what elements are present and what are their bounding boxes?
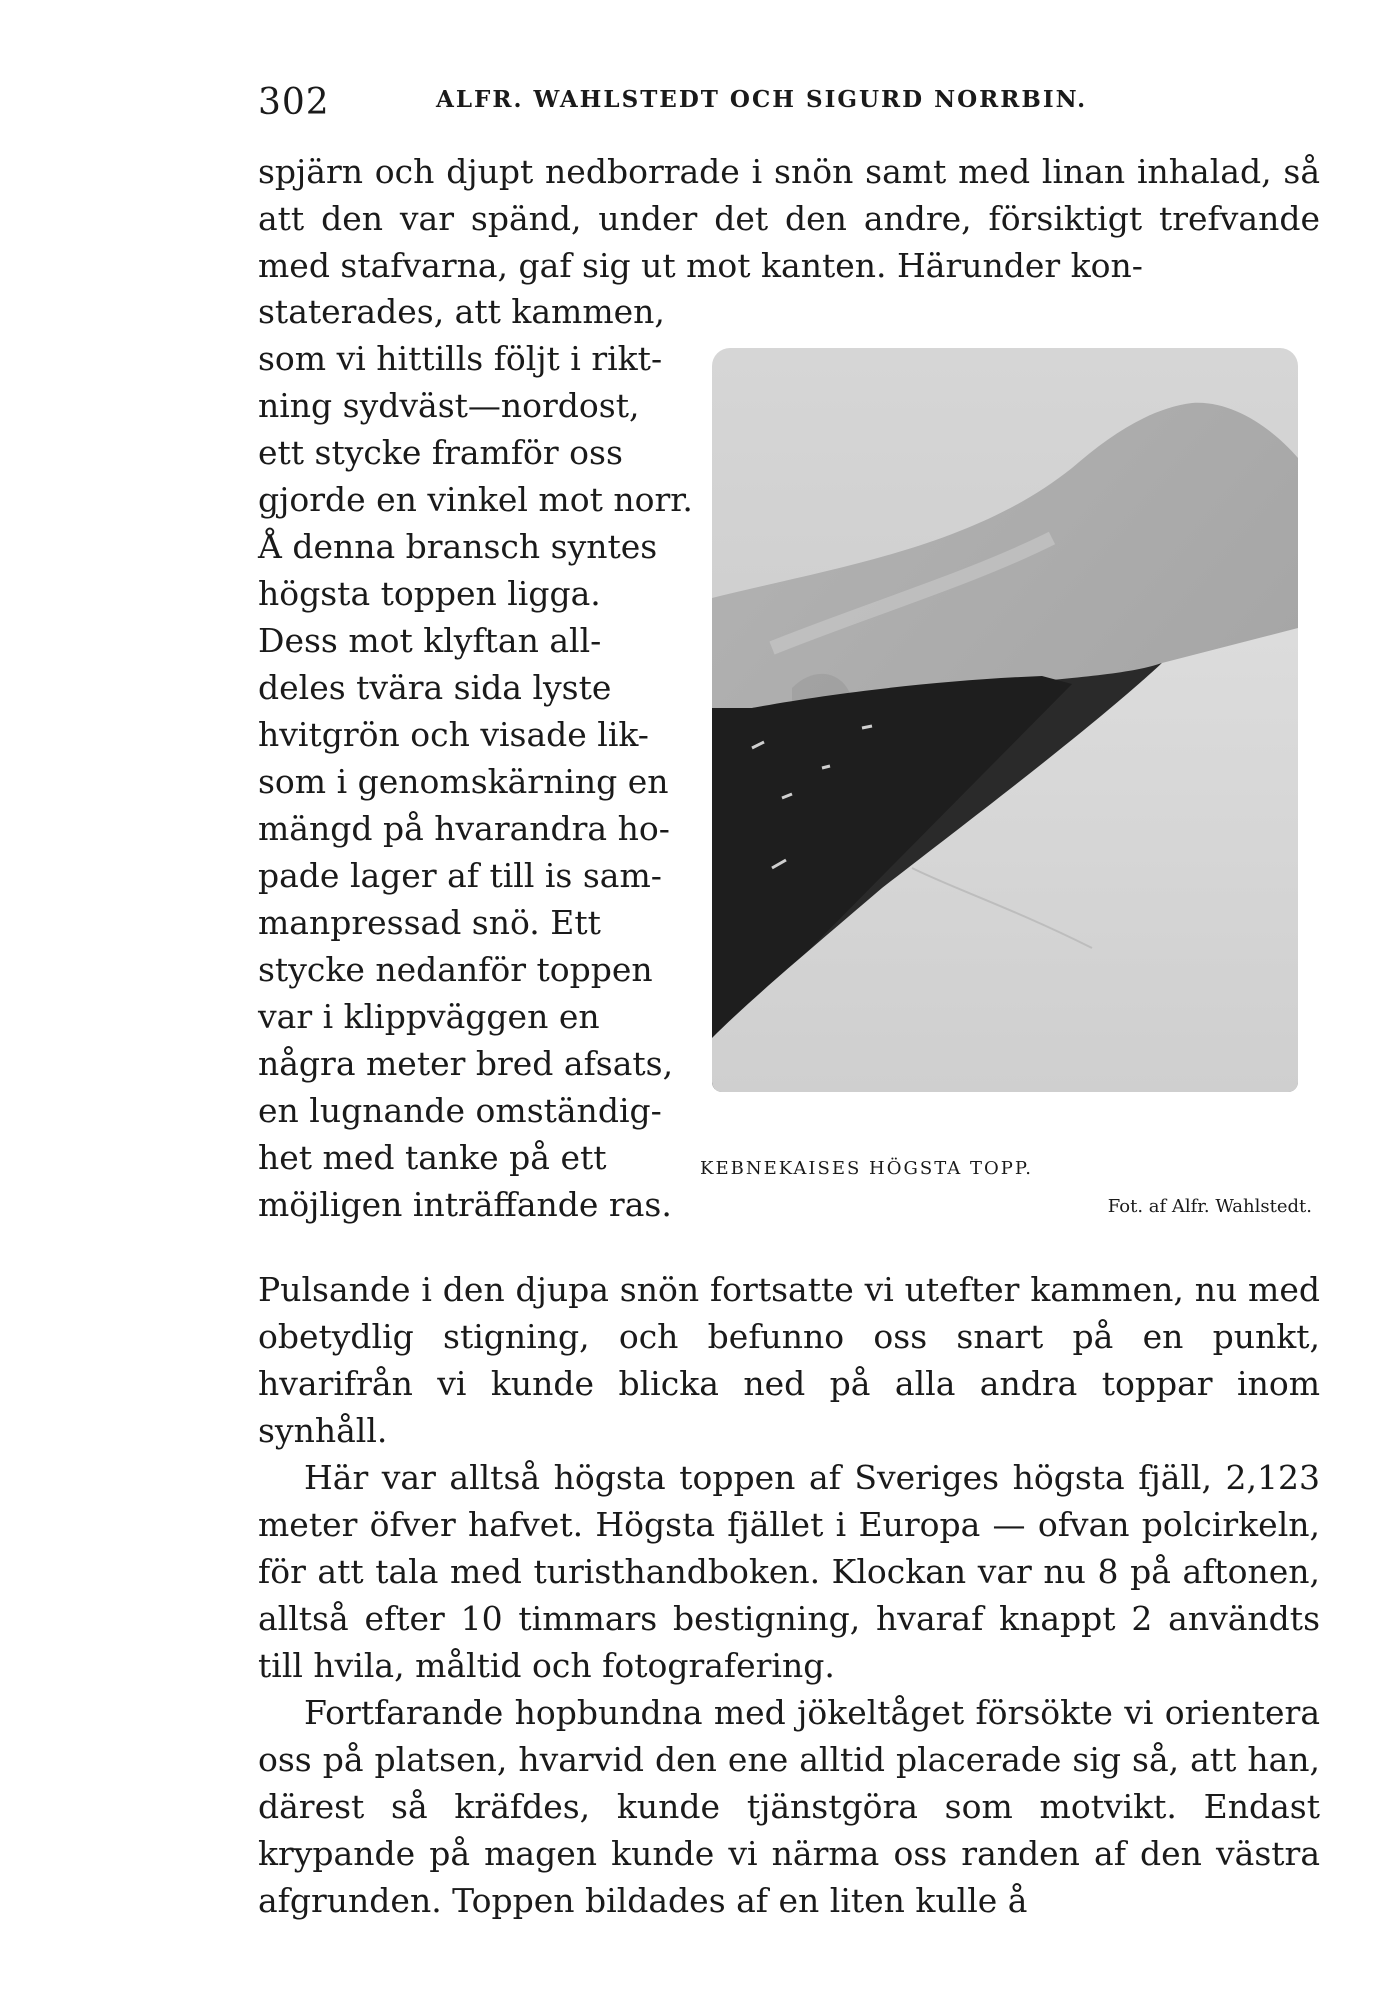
wrap-line: ett stycke framför oss (258, 433, 623, 472)
wrap-line: stycke nedanför toppen (258, 950, 653, 989)
photo-credit: Fot. af Alfr. Wahlstedt. (1107, 1196, 1312, 1217)
figure-caption: KEBNEKAISES HÖGSTA TOPP. (700, 1158, 1034, 1179)
wrap-line: het med tanke på ett (258, 1138, 607, 1177)
wrap-line: Dess mot klyftan all- (258, 621, 602, 660)
paragraph-4: Fortfarande hopbundna med jökeltåget försökte vi orientera oss på platsen, hvarvid den ene alltid placerade sig så, att han, därest så kräfdes, kunde tjänstgöra som motvikt. Endast krypande på magen kunde vi närma oss randen af den västra afgrunden. Toppen bildades af en liten kulle å (258, 1693, 1320, 1920)
wrap-line: som vi hittills följt i rikt- (258, 339, 663, 378)
page-number: 302 (258, 82, 330, 123)
paragraph-2: Pulsande i den djupa snön fortsatte vi utefter kammen, nu med obetydlig stigning, och befunno oss snart på en punkt, hvarifrån vi kunde blicka ned på alla andra toppar inom synhåll. (258, 1270, 1320, 1450)
wrap-line: manpressad snö. Ett (258, 903, 601, 942)
wrap-line: som i genomskärning en (258, 762, 669, 801)
figure (700, 328, 1312, 1217)
wrap-line: mängd på hvarandra ho- (258, 809, 670, 848)
main-text-lower (258, 1266, 1320, 1924)
paragraph-opening: spjärn och djupt nedborrade i snön samt med linan inhalad, så att den var spänd, under det den andre, försiktigt trefvande med stafvarna, gaf sig ut mot kanten. Härunder kon- (258, 152, 1320, 285)
wrap-line: högsta toppen ligga. (258, 574, 601, 613)
mountain-photo (712, 348, 1298, 1092)
paragraph-3: Här var alltså högsta toppen af Sveriges högsta fjäll, 2,123 meter öfver hafvet. Högsta fjället i Europa — ofvan polcirkeln, för att tala med turisthandboken. Klockan var nu 8 på aftonen, alltså efter 10 timmars bestigning, hvaraf knappt 2 användts till hvila, måltid och fotografering. (258, 1458, 1320, 1685)
wrap-line: hvitgrön och visade lik- (258, 715, 649, 754)
wrap-line: Å denna bransch syntes (258, 527, 658, 566)
wrap-line: pade lager af till is sam- (258, 856, 662, 895)
wrap-line: staterades, att kammen, (258, 292, 665, 331)
wrap-line: var i klippväggen en (258, 997, 600, 1036)
page-header (258, 82, 1318, 122)
wrap-line: gjorde en vinkel mot norr. (258, 480, 693, 519)
wrapped-text-column (258, 288, 693, 1228)
wrap-line: några meter bred afsats, (258, 1044, 674, 1083)
wrap-line: möjligen inträffande ras. (258, 1185, 672, 1224)
wrap-line: ning sydväst—nordost, (258, 386, 640, 425)
wrap-line: en lugnande omständig- (258, 1091, 662, 1130)
wrap-line: deles tvära sida lyste (258, 668, 612, 707)
running-head: ALFR. WAHLSTEDT OCH SIGURD NORRBIN. (436, 86, 1088, 113)
mountain-photo-illustration (712, 348, 1298, 1092)
